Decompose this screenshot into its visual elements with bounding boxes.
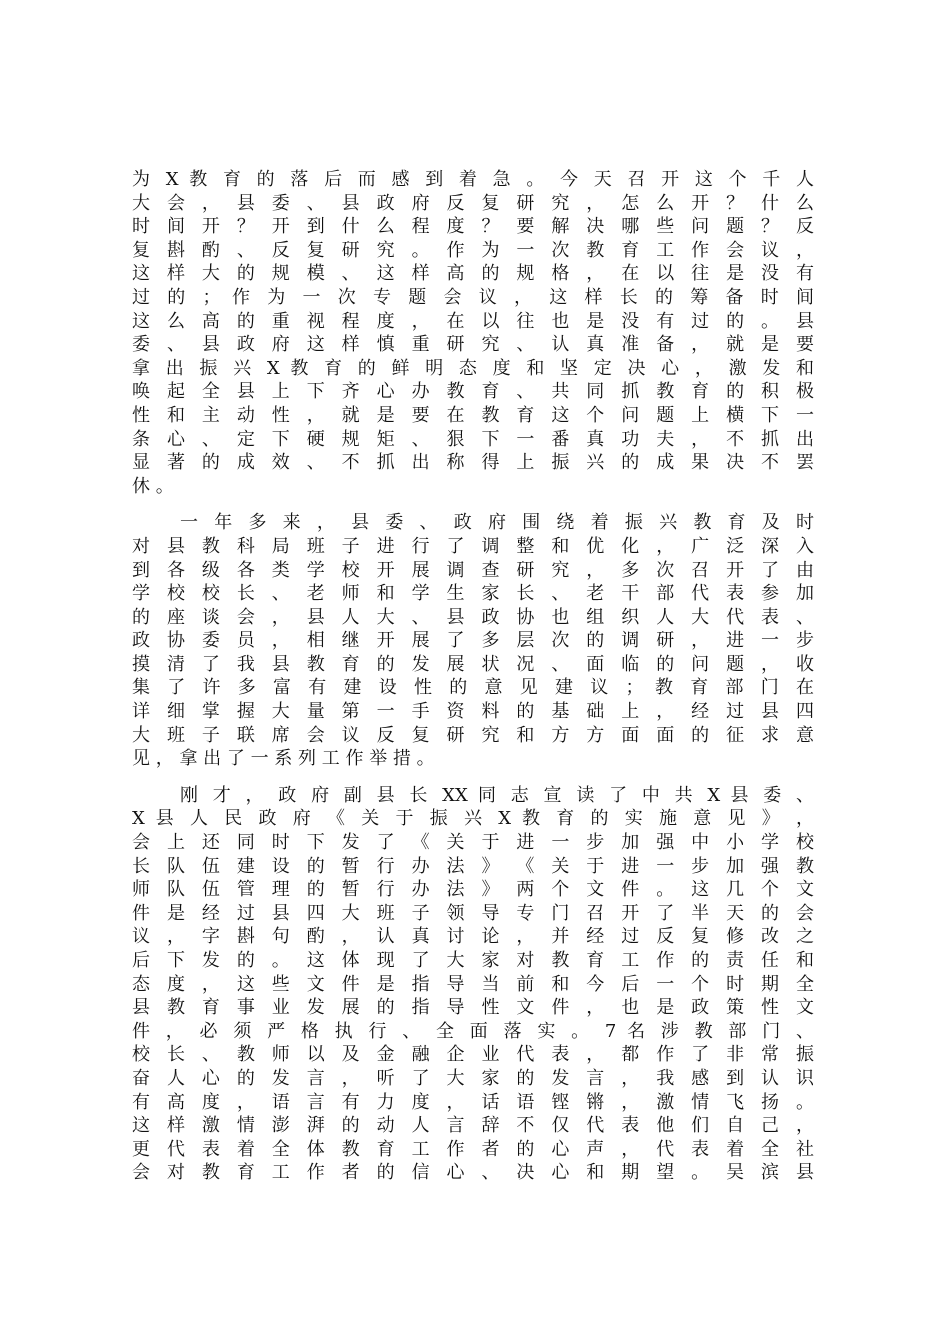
text-line: 摸 清 了 我 县 教 育 的 发 展 状 况 、 面 临 的 问 题 ， 收 (132, 653, 814, 675)
text-line: 态 度 ， 这 些 文 件 是 指 导 当 前 和 今 后 一 个 时 期 全 (132, 973, 814, 995)
text-line: 见 ， 拿 出 了 一 系 列 工 作 举 措 。 (132, 748, 435, 770)
text-line: 这 么 高 的 重 视 程 度 ， 在 以 往 也 是 没 有 过 的 。 县 (132, 310, 814, 332)
text-line: 件 ， 必 须 严 格 执 行 、 全 面 落 实 。 7 名 涉 教 部 门 、 (132, 1020, 814, 1042)
text-line: 时 间 开 ？ 开 到 什 么 程 度 ？ 要 解 决 哪 些 问 题 ？ 反 (132, 216, 814, 238)
text-line: 对 县 教 科 局 班 子 进 行 了 调 整 和 优 化 ， 广 泛 深 入 (132, 535, 814, 557)
text-line: 更 代 表 着 全 体 教 育 工 作 者 的 心 声 ， 代 表 着 全 社 (132, 1138, 814, 1160)
text-line: 县 教 育 事 业 发 展 的 指 导 性 文 件 ， 也 是 政 策 性 文 (132, 997, 814, 1019)
text-line: 大 班 子 联 席 会 议 反 复 研 究 和 方 方 面 面 的 征 求 意 (132, 724, 814, 746)
text-line: 这 样 大 的 规 模 、 这 样 高 的 规 格 ， 在 以 往 是 没 有 (132, 263, 814, 285)
text-line: 一 年 多 来 ， 县 委 、 政 府 围 绕 着 振 兴 教 育 及 时 (180, 512, 814, 534)
text-line: 显 著 的 成 效 、 不 抓 出 称 得 上 振 兴 的 成 果 决 不 罢 (132, 452, 814, 474)
paragraph-1 (132, 168, 814, 498)
text-line: 过 的 ； 作 为 一 次 专 题 会 议 ， 这 样 长 的 筹 备 时 间 (132, 286, 814, 308)
text-line: 政 协 委 员 ， 相 继 开 展 了 多 层 次 的 调 研 ， 进 一 步 (132, 630, 814, 652)
text-line: 条 心 、 定 下 硬 规 矩 、 狠 下 一 番 真 功 夫 ， 不 抓 出 (132, 428, 814, 450)
text-line: 到 各 级 各 类 学 校 开 展 调 查 研 究 ， 多 次 召 开 了 由 (132, 559, 814, 581)
text-line: 委 、 县 政 府 这 样 慎 重 研 究 、 认 真 准 备 ， 就 是 要 (132, 334, 814, 356)
text-line: 件 是 经 过 县 四 大 班 子 领 导 专 门 召 开 了 半 天 的 会 (132, 902, 814, 924)
text-line: 拿 出 振 兴 X 教 育 的 鲜 明 态 度 和 坚 定 决 心 ， 激 发 和 (132, 357, 814, 379)
text-line: 详 细 掌 握 大 量 第 一 手 资 料 的 基 础 上 ， 经 过 县 四 (132, 701, 814, 723)
text-line: 的 座 谈 会 ， 县 人 大 、 县 政 协 也 组 织 人 大 代 表 、 (132, 606, 814, 628)
paragraph-2 (132, 511, 814, 771)
text-line: 奋 人 心 的 发 言 ， 听 了 大 家 的 发 言 ， 我 感 到 认 识 (132, 1067, 814, 1089)
text-line: 复 斟 酌 、 反 复 研 究 。 作 为 一 次 教 育 工 作 会 议 ， (132, 239, 814, 261)
text-line: 会 对 教 育 工 作 者 的 信 心 、 决 心 和 期 望 。 吴 滨 县 (132, 1162, 814, 1184)
paragraph-3 (132, 784, 814, 1185)
text-line: 校 长 、 教 师 以 及 金 融 企 业 代 表 ， 都 作 了 非 常 振 (132, 1044, 814, 1066)
text-line: 长 队 伍 建 设 的 暂 行 办 法 》 《 关 于 进 一 步 加 强 教 (132, 855, 814, 877)
text-line: 师 队 伍 管 理 的 暂 行 办 法 》 两 个 文 件 。 这 几 个 文 (132, 879, 814, 901)
text-line: 大 会 ， 县 委 、 县 政 府 反 复 研 究 ， 怎 么 开 ？ 什 么 (132, 192, 814, 214)
text-line: 学 校 校 长 、 老 师 和 学 生 家 长 、 老 干 部 代 表 参 加 (132, 583, 814, 605)
text-line: 会 上 还 同 时 下 发 了 《 关 于 进 一 步 加 强 中 小 学 校 (132, 832, 814, 854)
text-line: 刚 才 ， 政 府 副 县 长 XX 同 志 宣 读 了 中 共 X 县 委 、 (180, 784, 814, 806)
text-line: X 县 人 民 政 府 《 关 于 振 兴 X 教 育 的 实 施 意 见 》 ， (132, 808, 814, 830)
text-line: 休 。 (132, 475, 174, 497)
text-line: 性 和 主 动 性 ， 就 是 要 在 教 育 这 个 问 题 上 横 下 一 (132, 404, 814, 426)
document-page (132, 168, 814, 1198)
text-line: 这 样 激 情 澎 湃 的 动 人 言 辞 不 仅 代 表 他 们 自 己 ， (132, 1115, 814, 1137)
text-line: 唤 起 全 县 上 下 齐 心 办 教 育 、 共 同 抓 教 育 的 积 极 (132, 381, 814, 403)
text-line: 后 下 发 的 。 这 体 现 了 大 家 对 教 育 工 作 的 责 任 和 (132, 950, 814, 971)
text-line: 有 高 度 ， 语 言 有 力 度 ， 话 语 铿 锵 ， 激 情 飞 扬 。 (132, 1091, 814, 1113)
text-line: 集 了 许 多 富 有 建 设 性 的 意 见 建 议 ； 教 育 部 门 在 (132, 677, 814, 699)
text-line: 议 ， 字 斟 句 酌 ， 认 真 讨 论 ， 并 经 过 反 复 修 改 之 (132, 926, 814, 948)
text-line: 为 X 教 育 的 落 后 而 感 到 着 急 。 今 天 召 开 这 个 千 人 (132, 169, 814, 190)
